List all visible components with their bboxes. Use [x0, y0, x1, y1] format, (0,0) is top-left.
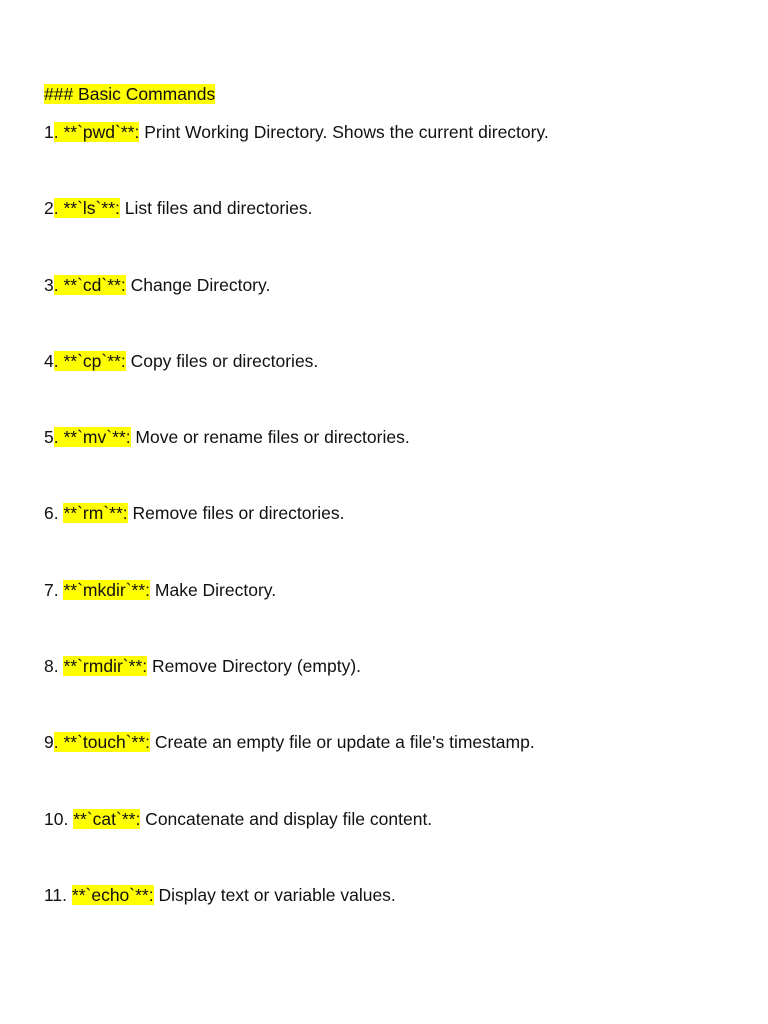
item-number: 4: [44, 350, 54, 371]
item-number: 1: [44, 122, 54, 142]
command-description: Create an empty file or update a file's timestamp.: [150, 732, 535, 753]
command-name: **`mv`**:: [63, 427, 131, 448]
item-number-highlight: .: [53, 198, 64, 219]
item-number: 11.: [44, 884, 72, 905]
section-heading: [44, 83, 215, 105]
list-item: [44, 350, 549, 426]
list-item: [44, 502, 549, 578]
item-number-highlight: .: [53, 427, 64, 448]
command-name: **`cd`**:: [63, 274, 126, 295]
command-description: Change Directory.: [125, 274, 271, 295]
list-item: [44, 808, 549, 884]
command-name: **`mkdir`**:: [63, 579, 151, 600]
item-number: 7.: [44, 579, 64, 600]
command-description: Print Working Directory. Shows the current directory.: [139, 122, 549, 142]
item-number: 8.: [44, 656, 64, 677]
command-description: Remove Directory (empty).: [147, 656, 362, 677]
item-number-highlight: .: [53, 122, 64, 142]
list-item: [44, 884, 549, 960]
command-description: List files and directories.: [119, 198, 313, 219]
list-item: [44, 579, 549, 655]
command-description: Display text or variable values.: [153, 884, 396, 905]
command-name: **`ls`**:: [63, 198, 120, 219]
command-description: Copy files or directories.: [125, 350, 319, 371]
command-description: Make Directory.: [150, 579, 277, 600]
list-item: [44, 655, 549, 731]
command-list: [44, 121, 549, 960]
item-number: 10.: [44, 808, 74, 829]
list-item: [44, 426, 549, 502]
item-number: 2: [44, 198, 54, 219]
item-number-highlight: .: [53, 350, 64, 371]
command-name: **`cp`**:: [63, 350, 126, 371]
list-item: [44, 197, 549, 273]
heading-text: ### Basic Commands: [44, 84, 216, 104]
command-name: **`rmdir`**:: [63, 656, 148, 677]
command-description: Move or rename files or directories.: [130, 427, 410, 448]
command-name: **`echo`**:: [71, 884, 154, 905]
list-item: [44, 731, 549, 807]
item-number: 5: [44, 427, 54, 448]
item-number: 9: [44, 732, 54, 753]
list-item: [44, 274, 549, 350]
item-number: 6.: [44, 503, 64, 524]
item-number-highlight: .: [53, 274, 64, 295]
item-number-highlight: .: [53, 732, 64, 753]
command-description: Concatenate and display file content.: [140, 808, 433, 829]
item-number: 3: [44, 274, 54, 295]
command-name: **`touch`**:: [63, 732, 151, 753]
command-description: Remove files or directories.: [127, 503, 345, 524]
list-item: [44, 121, 549, 197]
command-name: **`cat`**:: [73, 808, 141, 829]
command-name: **`rm`**:: [63, 503, 128, 524]
command-name: **`pwd`**:: [63, 122, 140, 142]
